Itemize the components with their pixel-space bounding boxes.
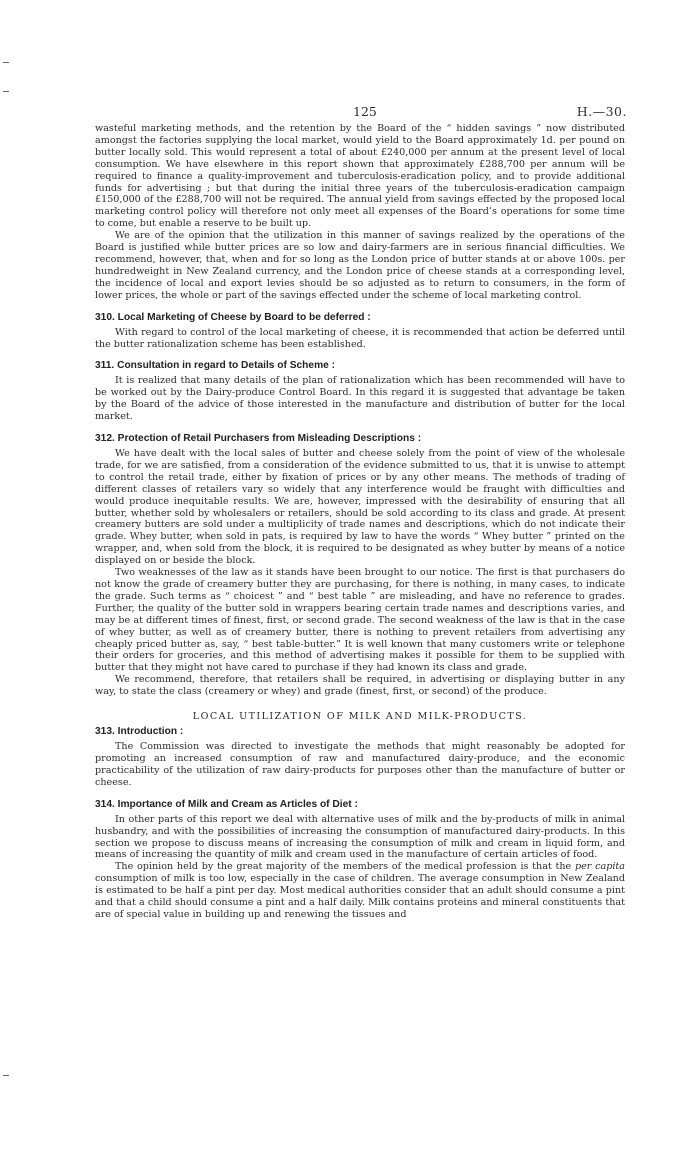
body-paragraph: Two weaknesses of the law as it stands have been brought to our notice. The first is that purchasers do not know the grade of creamery butter they are purchasing, for there is nothing, in many cases, to indicate the grade. Such terms as “ choicest ” and “ best table ” are misleading, and have no reference to grades. Further, the quality of the butter sold in wrappers bearing certain trade names and descriptions varies, and may be at different times of finest, first, or second grade. The second weakness of the law is that in the case of whey butter, as well as of creamery butter, there is nothing to prevent retailers from advertising any cheaply priced butter as, say, “ best table-butter.” It is well known that many customers write or telephone their orders for groceries, and this method of advertising makes it possible for them to be supplied with butter that they might not have cared to purchase if they had known its class and grade. (95, 567, 625, 674)
section-heading-311: 311. Consultation in regard to Details of Scheme : (95, 360, 336, 372)
section-heading-313: 313. Introduction : (95, 726, 184, 738)
section-heading-312: 312. Protection of Retail Purchasers from Misleading Descriptions : (95, 433, 422, 445)
section-heading-310: 310. Local Marketing of Cheese by Board to be deferred : (95, 311, 371, 323)
italic-term: per capita (574, 861, 625, 873)
text-run: The opinion held by the great majority of the members of the medical profession is that the (115, 861, 572, 873)
body-paragraph: We are of the opinion that the utilization in this manner of savings realized by the operations of the Board is justified while butter prices are so low and dairy-farmers are in serious financial difficulties. We recommend, however, that, when and for so long as the London price of butter stands at or above 100s. per hundredweight in New Zealand currency, and the London price of cheese stands at a corresponding level, the incidence of local and export levies should be so adjusted as to return to consumers, in the form of lower prices, the whole or part of the savings effected under the scheme of local marketing control. (95, 230, 625, 301)
margin-mark (3, 91, 9, 92)
text-run: consumption of milk is too low, especially in the case of children. The average consumption in New Zealand is estimated to be half a pint per day. Most medical authorities consider that an adult should consume a pint and that a child should consume a pint and a half daily. Milk contains proteins and mineral constituents that are of special value in building up and renewing the tissues and (95, 873, 625, 920)
page-body (95, 123, 625, 921)
section-title: LOCAL UTILIZATION OF MILK AND MILK-PRODUCTS. (192, 711, 528, 723)
body-paragraph (95, 861, 625, 921)
body-paragraph: wasteful marketing methods, and the retention by the Board of the “ hidden savings ” now distributed amongst the factories supplying the local market, would yield to the Board approximately 1d. per pound on butter locally sold. This would represent a total of about £240,000 per annum at the present level of local consumption. We have elsewhere in this report shown that approximately £288,700 per annum will be required to finance a quality-improvement and tuberculosis-eradication policy, and to provide additional funds for advertising ; but that during the initial three years of the tuberculosis-eradication campaign £150,000 of the £288,700 will not be required. The annual yield from savings effected by the proposed local marketing control policy will therefore not only meet all expenses of the Board’s operations for some time to come, but enable a reserve to be built up. (95, 123, 625, 230)
document-reference: H.—30. (576, 104, 627, 119)
body-paragraph: In other parts of this report we deal with alternative uses of milk and the by-products of milk in animal husbandry, and with the possibilities of increasing the consumption of manufactured dairy-products. In this section we propose to discuss means of increasing the consumption of milk and cream in liquid form, and means of increasing the quantity of milk and cream used in the manufacture of certain articles of food. (95, 813, 625, 861)
body-paragraph: We have dealt with the local sales of butter and cheese solely from the point of view of the wholesale trade, for we are satisfied, from a consideration of the evidence submitted to us, that it is unwise to attempt to control the retail trade, either by fixation of prices or by any other means. The methods of trading of different classes of retailers vary so widely that any interference would be fraught with difficulties and would produce inequitable results. We are, however, impressed with the desirability of ensuring that all butter, whether sold by wholesalers or retailers, should be sold according to its class and grade. At present creamery butters are sold under a multiplicity of trade names and descriptions, which do not indicate their grade. Whey butter, when sold in pats, is required by law to have the words “ Whey butter ” printed on the wrapper, and, when sold from the block, it is required to be designated as whey butter by means of a notice displayed on or beside the block. (95, 448, 625, 567)
section-heading-314: 314. Importance of Milk and Cream as Articles of Diet : (95, 798, 358, 810)
page-header (95, 104, 627, 120)
page-number: 125 (353, 104, 377, 119)
margin-mark (3, 62, 9, 63)
body-paragraph: With regard to control of the local marketing of cheese, it is recommended that action be deferred until the butter rationalization scheme has been established. (95, 326, 625, 350)
body-paragraph: We recommend, therefore, that retailers shall be required, in advertising or displaying butter in any way, to state the class (creamery or whey) and grade (finest, first, or second) of the produce. (95, 674, 625, 698)
body-paragraph: It is realized that many details of the plan of rationalization which has been recommended will have to be worked out by the Dairy-produce Control Board. In this regard it is suggested that advantage be taken by the Board of the advice of those interested in the manufacture and distribution of butter for the local market. (95, 375, 625, 423)
body-paragraph: The Commission was directed to investigate the methods that might reasonably be adopted for promoting an increased consumption of raw and manufactured dairy-produce, and the economic practicability of the utilization of raw dairy-products for purposes other than the manufacture of butter or cheese. (95, 741, 625, 788)
margin-mark (3, 1075, 9, 1076)
